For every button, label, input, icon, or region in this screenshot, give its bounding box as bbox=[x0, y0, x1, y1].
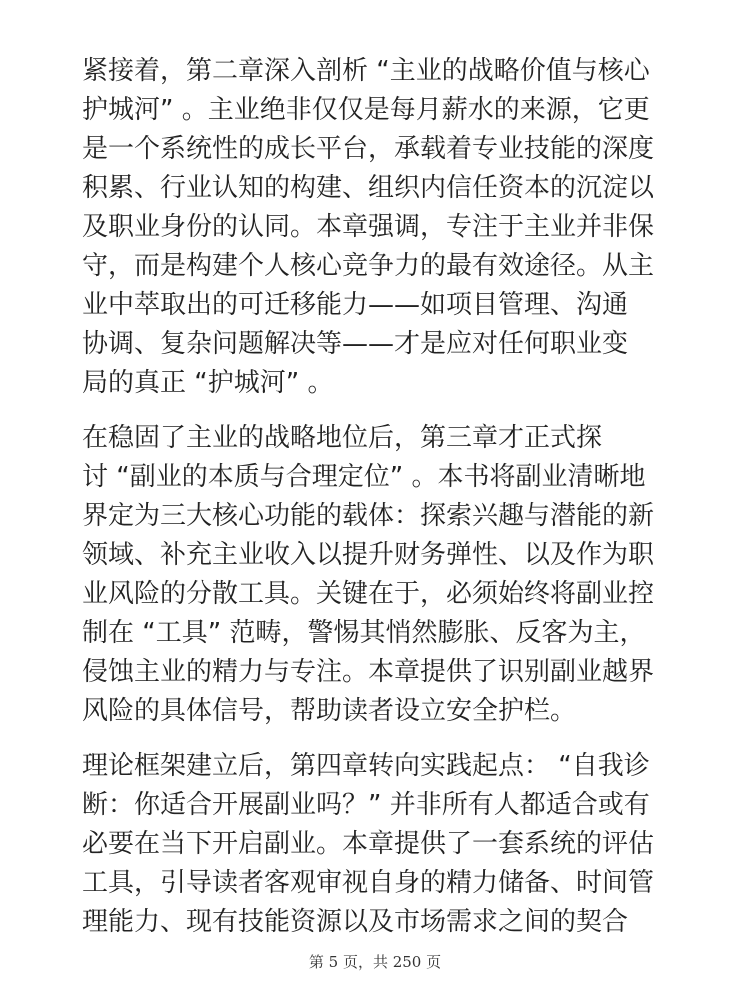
text-line: 在稳固了主业的战略地位后，第三章才正式探 bbox=[82, 423, 603, 453]
page-number-footer: 第 5 页，共 250 页 bbox=[308, 953, 442, 971]
text-line: 局的真正 “护城河” 。 bbox=[82, 368, 334, 398]
text-line: 制在 “工具” 范畴，警惕其悄然膨胀、反客为主， bbox=[82, 618, 646, 648]
paragraph-chapter-four bbox=[82, 747, 672, 942]
text-line: 讨 “副业的本质与合理定位” 。本书将副业清晰地 bbox=[82, 462, 646, 492]
text-line: 风险的具体信号，帮助读者设立安全护栏。 bbox=[82, 696, 577, 726]
text-line: 紧接着，第二章深入剖析 “主业的战略价值与核心 bbox=[82, 56, 650, 86]
text-line: 工具，引导读者客观审视自身的精力储备、时间管 bbox=[82, 868, 655, 898]
body-text bbox=[82, 52, 672, 942]
text-line: 必要在当下开启副业。本章提供了一套系统的评估 bbox=[82, 829, 655, 859]
text-line: 领域、补充主业收入以提升财务弹性、以及作为职 bbox=[82, 540, 655, 570]
text-line: 理能力、现有技能资源以及市场需求之间的契合 bbox=[82, 907, 629, 937]
text-line: 理论框架建立后，第四章转向实践起点： “自我诊 bbox=[82, 751, 650, 781]
text-line: 断：你适合开展副业吗？” 并非所有人都适合或有 bbox=[82, 790, 650, 820]
text-line: 护城河” 。主业绝非仅仅是每月薪水的来源，它更 bbox=[82, 95, 650, 125]
text-line: 协调、复杂问题解决等——才是应对任何职业变 bbox=[82, 329, 629, 359]
text-line: 是一个系统性的成长平台，承载着专业技能的深度 bbox=[82, 134, 655, 164]
paragraph-chapter-two bbox=[82, 52, 672, 403]
text-line: 侵蚀主业的精力与专注。本章提供了识别副业越界 bbox=[82, 657, 655, 687]
text-line: 守，而是构建个人核心竞争力的最有效途径。从主 bbox=[82, 251, 655, 281]
text-line: 积累、行业认知的构建、组织内信任资本的沉淀以 bbox=[82, 173, 655, 203]
text-line: 业中萃取出的可迁移能力——如项目管理、沟通 bbox=[82, 290, 629, 320]
paragraph-chapter-three bbox=[82, 419, 672, 731]
text-line: 业风险的分散工具。关键在于，必须始终将副业控 bbox=[82, 579, 655, 609]
text-line: 及职业身份的认同。本章强调，专注于主业并非保 bbox=[82, 212, 655, 242]
text-line: 界定为三大核心功能的载体：探索兴趣与潜能的新 bbox=[82, 501, 655, 531]
